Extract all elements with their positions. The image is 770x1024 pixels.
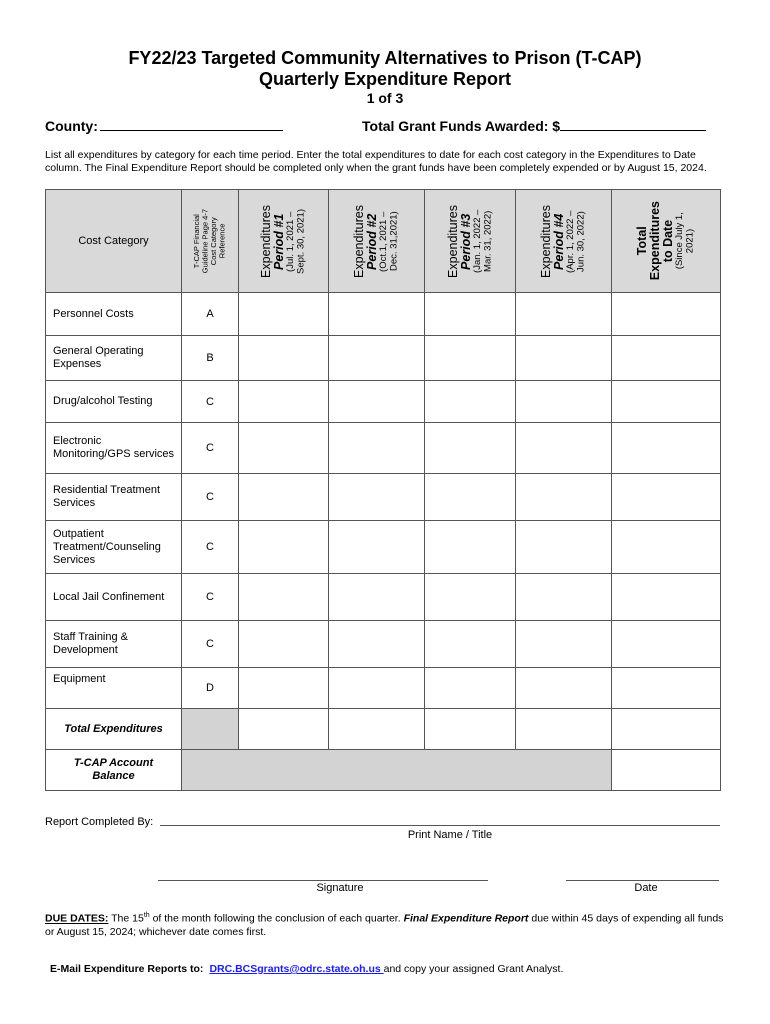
page-indicator: 1 of 3 — [366, 90, 404, 106]
county-field[interactable] — [45, 116, 283, 134]
period-number: Period #3 — [458, 212, 473, 270]
total-expenditures-label: Total Expenditures — [46, 709, 182, 750]
report-completed-by-label: Report Completed By: — [45, 816, 154, 828]
table-row — [46, 521, 721, 574]
reference-header-line: Reference — [217, 223, 227, 259]
period-3-header — [425, 190, 516, 293]
cost-category-cell: General Operating Expenses — [46, 336, 182, 381]
period-1-header — [239, 190, 329, 293]
period-4-input[interactable] — [516, 621, 612, 668]
period-3-input[interactable] — [425, 423, 516, 474]
total-to-date-header — [612, 190, 721, 293]
period-2-input[interactable] — [329, 423, 425, 474]
email-tail: and copy your assigned Grant Analyst. — [383, 963, 564, 975]
expenditure-table — [45, 189, 721, 791]
period-3-input[interactable] — [425, 521, 516, 574]
period-dates: (Oct.1, 2021 – — [378, 210, 389, 272]
table-row — [46, 423, 721, 474]
period-3-input[interactable] — [425, 668, 516, 709]
total-header-line: to Date — [661, 219, 675, 263]
period-3-total-input[interactable] — [425, 709, 516, 750]
period-2-input[interactable] — [329, 668, 425, 709]
reference-header-line: Guideline Page 4-7 — [200, 208, 210, 274]
signature-line[interactable] — [158, 880, 488, 881]
period-4-header — [516, 190, 612, 293]
total-to-date-input[interactable] — [612, 668, 721, 709]
period-4-input[interactable] — [516, 423, 612, 474]
table-row — [46, 668, 721, 709]
reference-code-cell: B — [182, 336, 239, 381]
cost-category-cell: Local Jail Confinement — [46, 574, 182, 621]
period-label: Expenditures — [259, 204, 273, 278]
period-1-total-input[interactable] — [239, 709, 329, 750]
cost-category-cell: Outpatient Treatment/Counseling Services — [46, 521, 182, 574]
total-header-line: Expenditures — [648, 201, 662, 281]
total-to-date-input[interactable] — [612, 621, 721, 668]
email-instructions — [50, 963, 563, 975]
total-to-date-input[interactable] — [612, 293, 721, 336]
reference-header-line: T-CAP Financial — [192, 213, 201, 269]
total-header-line: Total — [635, 226, 649, 256]
period-2-input[interactable] — [329, 521, 425, 574]
period-number: Period #1 — [272, 212, 286, 270]
reference-header-line: Cost Category — [209, 217, 218, 265]
table-row — [46, 621, 721, 668]
email-label: E-Mail Expenditure Reports to: — [50, 963, 204, 975]
period-4-input[interactable] — [516, 574, 612, 621]
due-dates-label: DUE DATES: — [45, 912, 109, 925]
period-4-input[interactable] — [516, 381, 612, 423]
shaded-cell — [182, 709, 239, 750]
period-dates: Dec. 31,2021) — [388, 211, 400, 271]
date-caption: Date — [634, 882, 658, 894]
period-4-input[interactable] — [516, 336, 612, 381]
reference-code-cell: C — [182, 621, 239, 668]
account-balance-row — [46, 750, 721, 791]
total-to-date-input[interactable] — [612, 474, 721, 521]
period-2-input[interactable] — [329, 474, 425, 521]
period-1-input[interactable] — [239, 381, 329, 423]
final-report-label: Final Expenditure Report — [403, 912, 529, 925]
period-2-input[interactable] — [329, 381, 425, 423]
reference-code-cell: C — [182, 521, 239, 574]
period-1-input[interactable] — [239, 293, 329, 336]
report-completed-by-line[interactable] — [160, 825, 720, 826]
due-dates-note — [45, 909, 735, 939]
period-dates: (Jan. 1, 2022 – — [471, 209, 483, 273]
period-3-input[interactable] — [425, 381, 516, 423]
table-row — [46, 381, 721, 423]
reference-code-cell: C — [182, 574, 239, 621]
period-1-input[interactable] — [239, 521, 329, 574]
due-text: of the month following the conclusion of each quarter. — [149, 912, 404, 925]
due-text: The 15 — [108, 912, 144, 925]
period-1-input[interactable] — [239, 474, 329, 521]
due-text: due within 45 days of expending all funds or August 15, 2024; whichever date comes first. — [45, 912, 724, 938]
account-balance-label: T-CAP Account Balance — [46, 750, 182, 791]
period-dates: Jun. 30, 2022) — [575, 210, 587, 272]
report-title: FY22/23 Targeted Community Alternatives to Prison (T-CAP) — [128, 48, 642, 68]
period-4-input[interactable] — [516, 293, 612, 336]
total-to-date-input[interactable] — [612, 423, 721, 474]
period-label: Expenditures — [539, 204, 553, 278]
shaded-cell — [182, 750, 612, 791]
total-header-dates: 2021) — [684, 228, 696, 254]
instructions-text: List all expenditures by category for each time period. Enter the total expenditures to date for each cost category in the Expenditures to Date column. The Final Expenditure Report should be completed only when the grant funds have been completely expended or by August 15, 2024. — [45, 149, 707, 174]
period-dates: Mar. 31, 2022) — [482, 210, 493, 272]
county-input-line[interactable] — [100, 116, 283, 131]
grant-funds-input-line[interactable] — [560, 116, 706, 131]
date-line[interactable] — [566, 880, 719, 881]
reference-code-cell: A — [182, 293, 239, 336]
period-2-input[interactable] — [329, 621, 425, 668]
period-4-input[interactable] — [516, 474, 612, 521]
reference-code-cell: C — [182, 381, 239, 423]
period-2-input[interactable] — [329, 336, 425, 381]
total-expenditures-row — [46, 709, 721, 750]
period-3-input[interactable] — [425, 474, 516, 521]
cost-category-cell: Drug/alcohol Testing — [46, 381, 182, 423]
cost-category-cell: Equipment — [46, 668, 182, 709]
total-to-date-input[interactable] — [612, 381, 721, 423]
period-1-input[interactable] — [239, 574, 329, 621]
period-3-input[interactable] — [425, 574, 516, 621]
cost-category-cell: Staff Training & Development — [46, 621, 182, 668]
reference-header — [182, 190, 239, 293]
report-subtitle: Quarterly Expenditure Report — [258, 69, 512, 89]
period-3-input[interactable] — [425, 336, 516, 381]
period-number: Period #4 — [552, 212, 566, 270]
total-header-dates: (Since July 1, — [674, 212, 685, 270]
signature-caption: Signature — [316, 882, 364, 894]
total-to-date-input[interactable] — [612, 336, 721, 381]
period-1-input[interactable] — [239, 668, 329, 709]
cost-category-header: Cost Category — [46, 190, 182, 293]
period-label: Expenditures — [445, 204, 460, 278]
reference-code-cell: D — [182, 668, 239, 709]
cost-category-cell: Electronic Monitoring/GPS services — [46, 423, 182, 474]
table-row — [46, 474, 721, 521]
table-row — [46, 574, 721, 621]
table-header-row — [46, 190, 721, 293]
period-1-input[interactable] — [239, 621, 329, 668]
period-2-input[interactable] — [329, 574, 425, 621]
account-balance-input[interactable] — [612, 750, 721, 791]
period-4-input[interactable] — [516, 668, 612, 709]
period-2-input[interactable] — [329, 293, 425, 336]
period-1-input[interactable] — [239, 423, 329, 474]
email-link[interactable]: DRC.BCSgrants@odrc.state.oh.us — [209, 963, 384, 975]
period-label: Expenditures — [352, 204, 366, 278]
cost-category-cell: Residential Treatment Services — [46, 474, 182, 521]
reference-code-cell: C — [182, 474, 239, 521]
period-2-total-input[interactable] — [329, 709, 425, 750]
total-to-date-input[interactable] — [612, 521, 721, 574]
period-4-total-input[interactable] — [516, 709, 612, 750]
period-number: Period #2 — [365, 212, 379, 270]
period-dates: (Jul. 1, 2021 – — [285, 210, 296, 272]
period-3-input[interactable] — [425, 621, 516, 668]
period-3-input[interactable] — [425, 293, 516, 336]
report-completed-by — [45, 816, 153, 828]
grant-funds-label: Total Grant Funds Awarded: $ — [362, 118, 561, 134]
due-superscript: th — [143, 912, 150, 919]
total-to-date-input[interactable] — [612, 574, 721, 621]
period-4-input[interactable] — [516, 521, 612, 574]
county-label: County: — [45, 118, 98, 134]
cost-category-cell: Personnel Costs — [46, 293, 182, 336]
reference-code-cell: C — [182, 423, 239, 474]
period-dates: (Apr. 1, 2022 – — [565, 209, 576, 273]
print-name-title-caption: Print Name / Title — [407, 829, 493, 841]
grant-funds-field[interactable] — [362, 116, 706, 134]
table-row — [46, 293, 721, 336]
grand-total-input[interactable] — [612, 709, 721, 750]
period-2-header — [329, 190, 425, 293]
period-dates: Sept. 30, 2021) — [295, 208, 307, 274]
table-row — [46, 336, 721, 381]
period-1-input[interactable] — [239, 336, 329, 381]
